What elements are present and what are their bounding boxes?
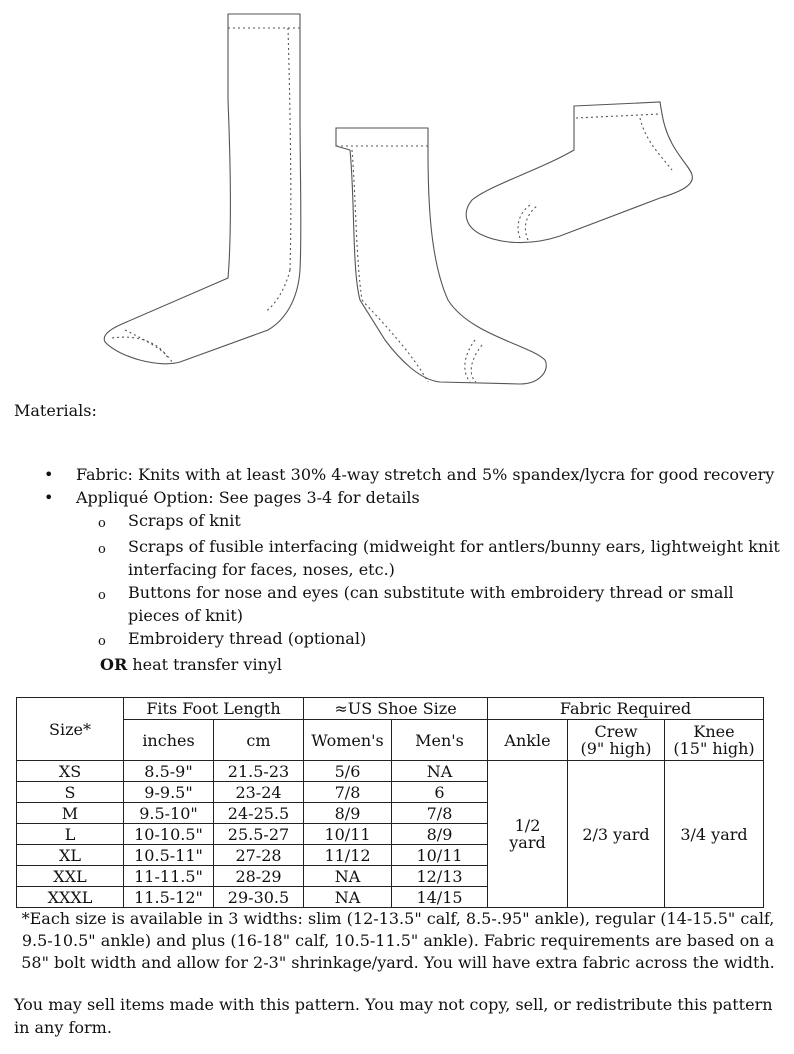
cell-womens: 10/11 <box>304 824 392 845</box>
cell-mens: 8/9 <box>392 824 488 845</box>
ankle-fabric-unit: yard <box>509 833 546 852</box>
cell-cm: 25.5-27 <box>214 824 304 845</box>
circle-bullet-icon: o <box>98 634 106 649</box>
material-applique: Appliqué Option: See pages 3-4 for details <box>76 488 420 507</box>
cell-inches: 8.5-9" <box>124 761 214 782</box>
cell-cm: 24-25.5 <box>214 803 304 824</box>
crew-sock-icon <box>336 128 546 384</box>
cell-size: L <box>17 824 124 845</box>
header-cm: cm <box>214 720 304 761</box>
cell-size: S <box>17 782 124 803</box>
header-knee-label: Knee <box>693 722 735 741</box>
cell-mens: 7/8 <box>392 803 488 824</box>
size-chart-table <box>16 697 764 908</box>
header-crew-label: Crew <box>594 722 638 741</box>
cell-womens: NA <box>304 866 392 887</box>
header-shoe-size: ≈US Shoe Size <box>304 698 488 720</box>
header-size: Size* <box>17 698 124 761</box>
materials-title: Materials: <box>14 401 97 420</box>
cell-inches: 11-11.5" <box>124 866 214 887</box>
header-mens: Men's <box>392 720 488 761</box>
cell-inches: 10.5-11" <box>124 845 214 866</box>
header-crew <box>568 720 665 761</box>
list-item <box>98 581 780 627</box>
or-text: heat transfer vinyl <box>127 655 283 674</box>
cell-mens: 10/11 <box>392 845 488 866</box>
cell-mens: 6 <box>392 782 488 803</box>
cell-inches: 11.5-12" <box>124 887 214 908</box>
circle-bullet-icon: o <box>98 588 106 603</box>
cell-size: M <box>17 803 124 824</box>
applique-sub-list <box>98 509 780 653</box>
sock-illustrations <box>0 0 794 395</box>
header-ankle: Ankle <box>488 720 568 761</box>
circle-bullet-icon: o <box>98 542 106 557</box>
cell-ankle-fabric <box>488 761 568 908</box>
cell-womens: NA <box>304 887 392 908</box>
header-knee-height: (15" high) <box>673 739 755 758</box>
cell-knee-fabric: 3/4 yard <box>665 761 764 908</box>
ankle-fabric-amount: 1/2 <box>514 816 541 835</box>
bullet-icon: • <box>44 465 54 484</box>
list-item <box>98 509 780 535</box>
or-line <box>100 653 780 676</box>
cell-cm: 29-30.5 <box>214 887 304 908</box>
table-row <box>17 761 764 782</box>
cell-size: XXXL <box>17 887 124 908</box>
cell-mens: 14/15 <box>392 887 488 908</box>
ankle-sock-icon <box>466 102 692 243</box>
material-fabric: Fabric: Knits with at least 30% 4-way stretch and 5% spandex/lycra for good recovery <box>76 465 775 484</box>
sub-item-text: Scraps of fusible interfacing (midweight for antlers/bunny ears, lightweight knit interfacing for faces, noses, etc.) <box>128 537 780 579</box>
cell-crew-fabric: 2/3 yard <box>568 761 665 908</box>
header-foot-length: Fits Foot Length <box>124 698 304 720</box>
license-notice: You may sell items made with this pattern. You may not copy, sell, or redistribute this pattern in any form. <box>14 995 773 1037</box>
cell-cm: 27-28 <box>214 845 304 866</box>
header-fabric-required: Fabric Required <box>488 698 764 720</box>
or-word: OR <box>100 655 128 674</box>
sub-item-text: Buttons for nose and eyes (can substitute with embroidery thread or small pieces of knit) <box>128 583 734 625</box>
header-inches: inches <box>124 720 214 761</box>
cell-inches: 9.5-10" <box>124 803 214 824</box>
header-womens: Women's <box>304 720 392 761</box>
sub-item-text: Scraps of knit <box>128 511 241 530</box>
cell-womens: 11/12 <box>304 845 392 866</box>
cell-size: XL <box>17 845 124 866</box>
cell-size: XS <box>17 761 124 782</box>
cell-size: XXL <box>17 866 124 887</box>
cell-cm: 28-29 <box>214 866 304 887</box>
list-item <box>98 535 780 581</box>
cell-mens: 12/13 <box>392 866 488 887</box>
materials-list <box>40 463 780 676</box>
header-knee <box>665 720 764 761</box>
cell-cm: 21.5-23 <box>214 761 304 782</box>
cell-womens: 7/8 <box>304 782 392 803</box>
list-item <box>98 627 780 653</box>
sub-item-text: Embroidery thread (optional) <box>128 629 367 648</box>
cell-inches: 10-10.5" <box>124 824 214 845</box>
list-item <box>40 486 780 509</box>
cell-womens: 8/9 <box>304 803 392 824</box>
circle-bullet-icon: o <box>98 516 106 531</box>
list-item <box>40 463 780 486</box>
knee-sock-icon <box>104 14 301 364</box>
header-crew-height: (9" high) <box>580 739 652 758</box>
bullet-icon: • <box>44 488 54 507</box>
cell-inches: 9-9.5" <box>124 782 214 803</box>
size-footnote: *Each size is available in 3 widths: slim (12-13.5" calf, 8.5-.95" ankle), regular (14-15.5" calf, 9.5-10.5" ankle) and plus (16-18" calf, 10.5-11.5" ankle). Fabric requirements are based on a 58" bolt width and allow for 2-3" shrinkage/yard. You will have extra fabric across the width. <box>21 909 775 972</box>
cell-cm: 23-24 <box>214 782 304 803</box>
cell-womens: 5/6 <box>304 761 392 782</box>
cell-mens: NA <box>392 761 488 782</box>
